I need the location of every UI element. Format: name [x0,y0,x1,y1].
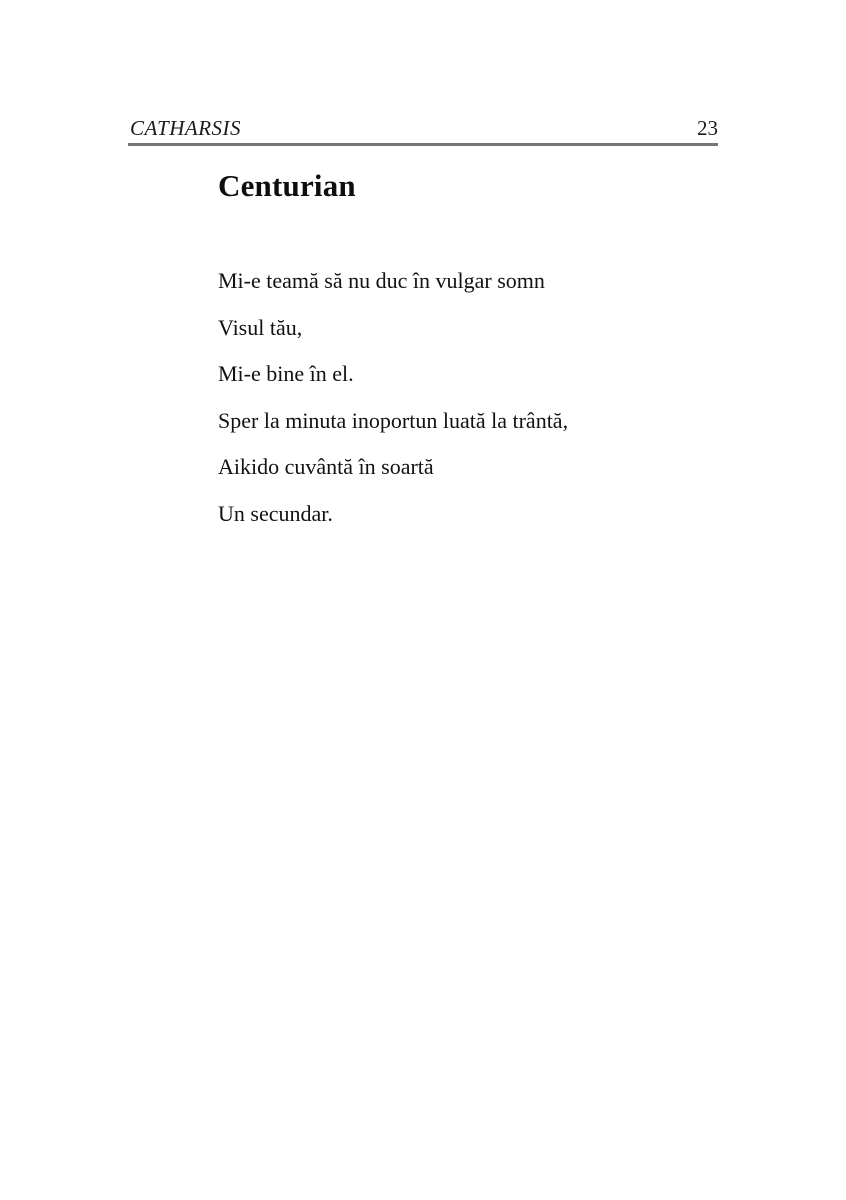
poem-line: Mi-e teamă să nu duc în vulgar somn [218,268,545,293]
page-number: 23 [697,116,718,140]
poem-line: Mi-e bine în el. [218,361,354,386]
poem-line: Sper la minuta inoportun luată la trântă, [218,407,569,433]
poem-line: Visul tău, [218,314,303,340]
running-header-book-title: CATHARSIS [130,116,242,140]
poem-body [218,258,756,537]
poem-title: Centurian [218,168,356,203]
poem-line: Un secundar. [218,500,333,526]
header-rule [128,143,718,146]
poem-line: Aikido cuvântă în soartă [218,454,434,479]
running-header [130,116,718,141]
